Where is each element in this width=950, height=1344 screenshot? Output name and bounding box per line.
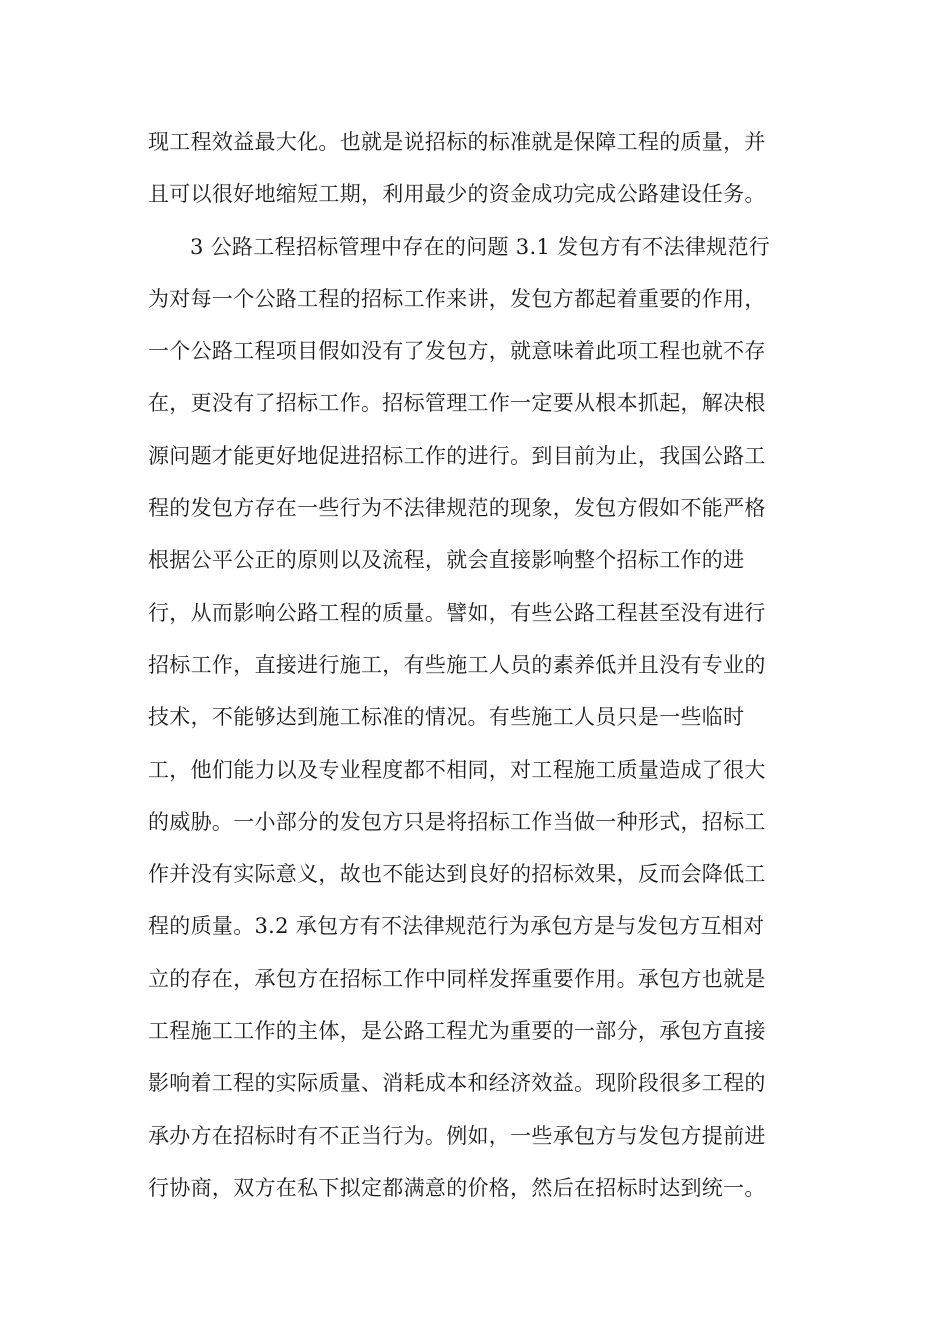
text-line: 行，从而影响公路工程的质量。譬如，有些公路工程甚至没有进行 <box>148 600 766 625</box>
body-text <box>148 116 802 1214</box>
text-line: 立的存在，承包方在招标工作中同样发挥重要作用。承包方也就是 <box>148 966 766 991</box>
text-line: 根据公平公正的原则以及流程，就会直接影响整个招标工作的进 <box>148 548 745 573</box>
text-line: 影响着工程的实际质量、消耗成本和经济效益。现阶段很多工程的 <box>148 1071 766 1096</box>
text-line: 程的发包方存在一些行为不法律规范的现象，发包方假如不能严格 <box>148 496 766 521</box>
text-line: 在，更没有了招标工作。招标管理工作一定要从根本抓起，解决根 <box>148 391 766 416</box>
text-line: 为对每一个公路工程的招标工作来讲，发包方都起着重要的作用， <box>148 286 766 311</box>
text-line: 招标工作，直接进行施工，有些施工人员的素养低并且没有专业的 <box>148 652 766 677</box>
text-line: 且可以很好地缩短工期，利用最少的资金成功完成公路建设任务。 <box>148 182 766 207</box>
section-heading-line: 3 公路工程招标管理中存在的问题 3.1 发包方有不法律规范行 <box>190 234 771 259</box>
text-line: 工程施工工作的主体，是公路工程尤为重要的一部分，承包方直接 <box>148 1019 766 1044</box>
text-line: 的威胁。一小部分的发包方只是将招标工作当做一种形式，招标工 <box>148 809 766 834</box>
text-line: 行协商，双方在私下拟定都满意的价格，然后在招标时达到统一。 <box>148 1175 766 1200</box>
text-line: 源问题才能更好地促进招标工作的进行。到目前为止，我国公路工 <box>148 443 766 468</box>
text-line: 程的质量。3.2 承包方有不法律规范行为承包方是与发包方互相对 <box>148 914 765 939</box>
text-line: 承办方在招标时有不正当行为。例如，一些承包方与发包方提前进 <box>148 1123 766 1148</box>
text-line: 作并没有实际意义，故也不能达到良好的招标效果，反而会降低工 <box>148 862 766 887</box>
text-line: 工，他们能力以及专业程度都不相同，对工程施工质量造成了很大 <box>148 757 766 782</box>
text-line: 现工程效益最大化。也就是说招标的标准就是保障工程的质量，并 <box>148 130 766 154</box>
text-line: 一个公路工程项目假如没有了发包方，就意味着此项工程也就不存 <box>148 339 766 364</box>
text-line: 技术，不能够达到施工标准的情况。有些施工人员只是一些临时 <box>148 705 745 730</box>
